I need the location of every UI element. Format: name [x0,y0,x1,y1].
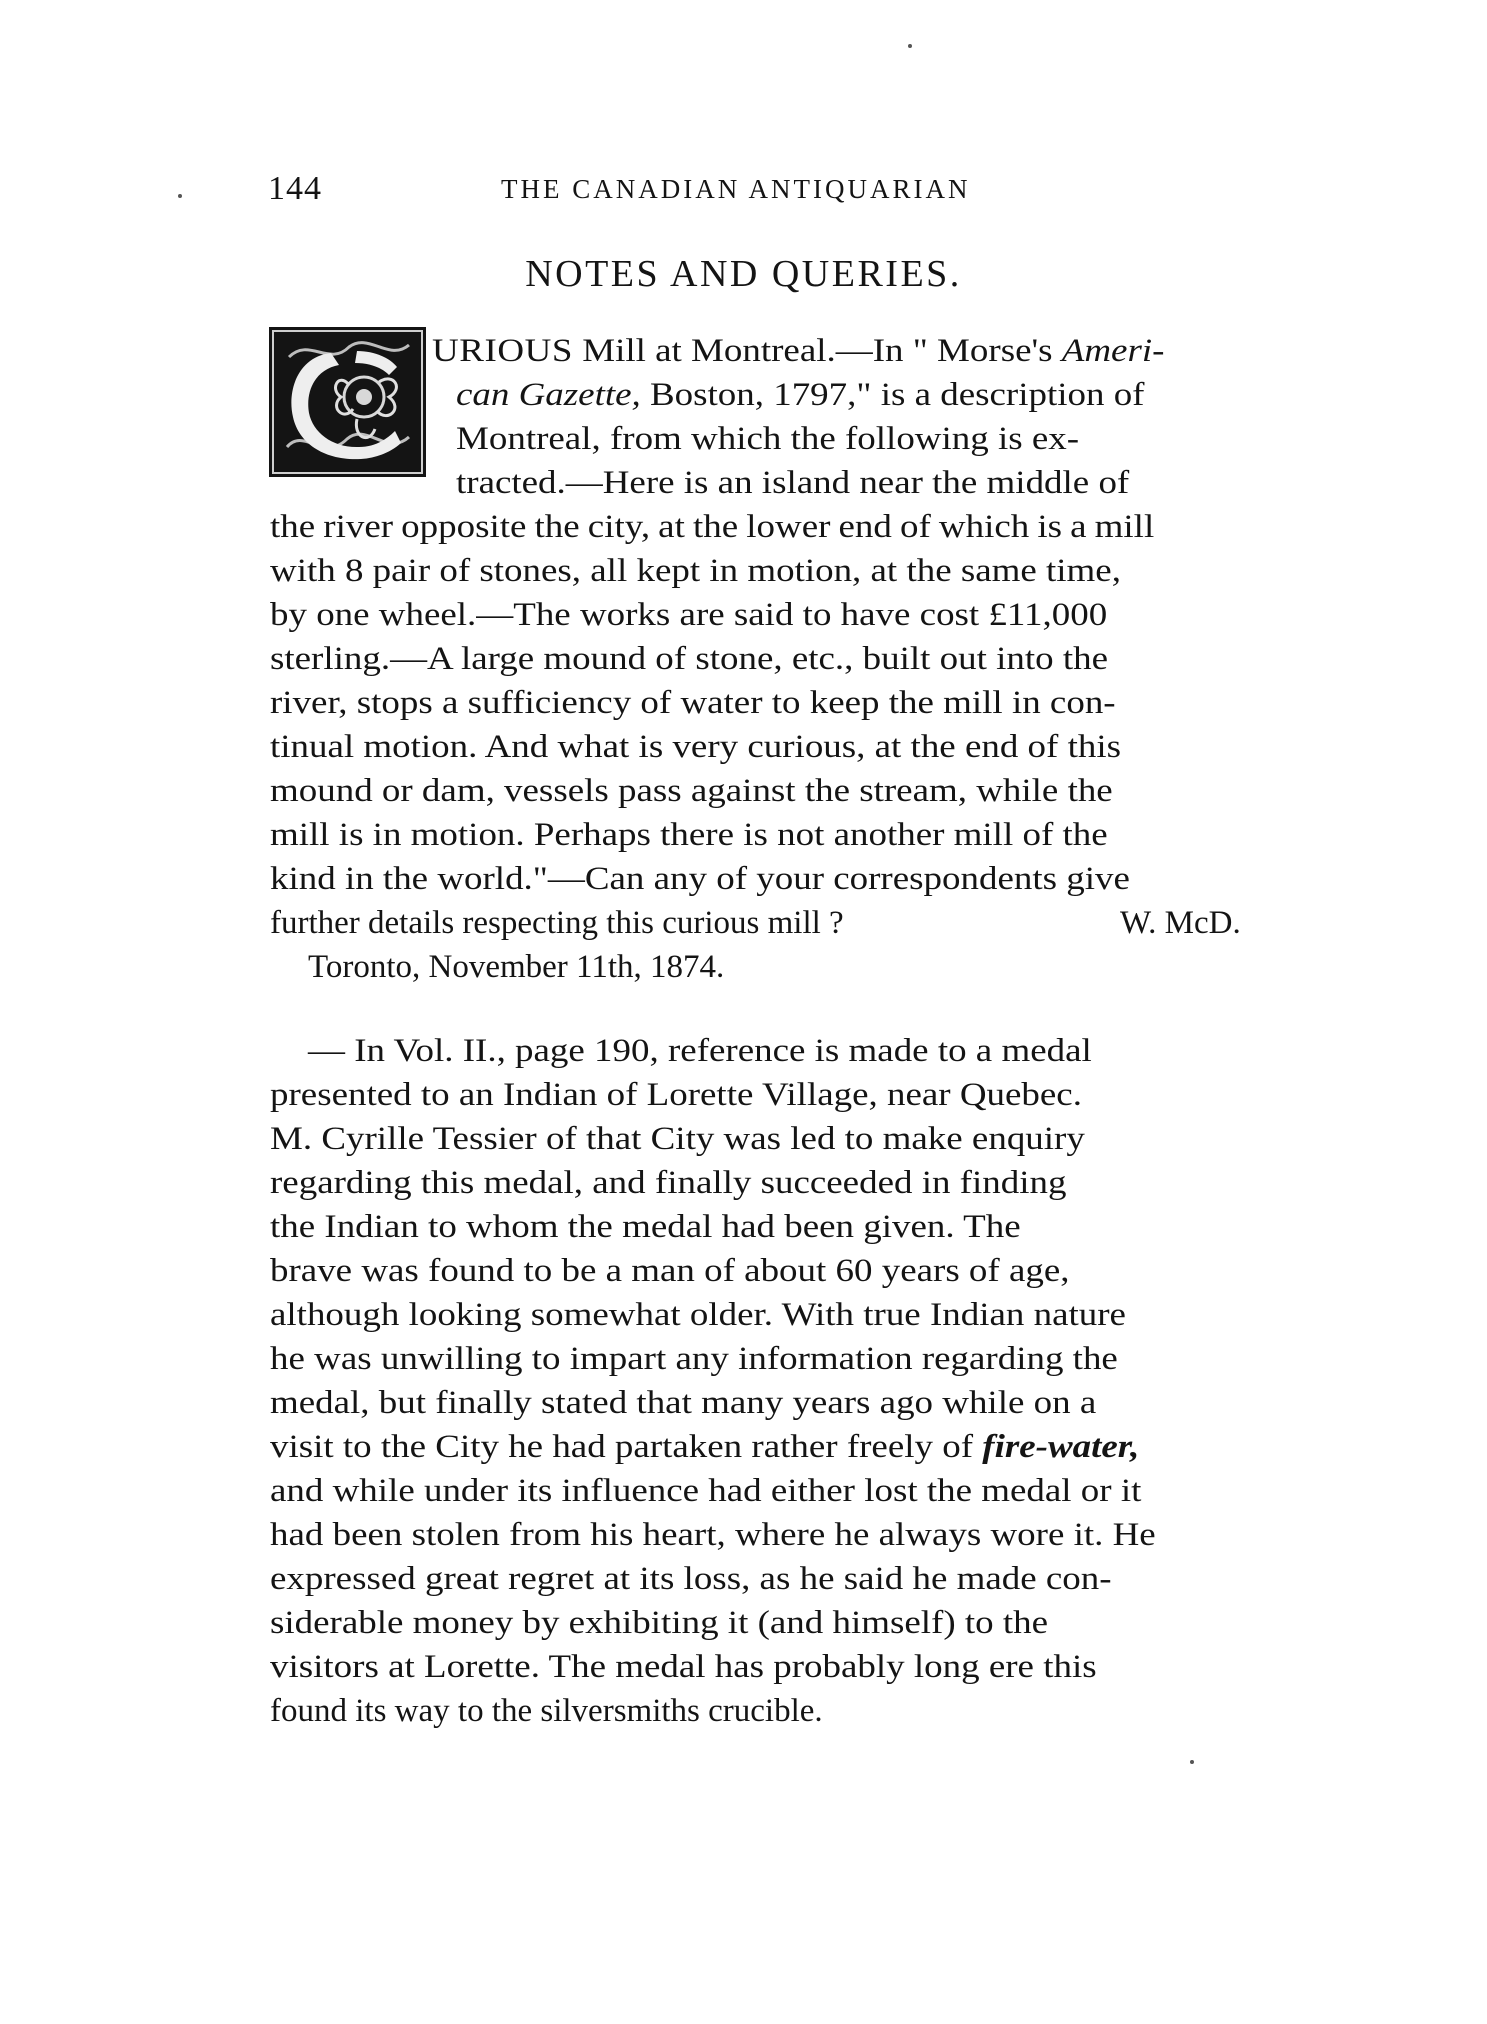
scan-speck [1190,1760,1194,1764]
scan-speck [908,44,912,48]
article2-line-5: the Indian to whom the medal had been given. The [270,1209,1021,1245]
ornamental-initial-c-icon [269,327,426,477]
text-segment: Boston, 1797," is a description of [640,377,1145,413]
article1-line-14: further details respecting this curious mill ? [270,905,844,941]
article2-line-13: expressed great regret at its loss, as he said he made con- [270,1561,1112,1597]
article2-line-8: he was unwilling to impart any information regarding the [270,1341,1118,1377]
article2-line-10 [270,1427,1139,1467]
scan-speck [178,194,182,198]
article1-line-8: sterling.—A large mound of stone, etc., built out into the [270,641,1109,677]
italic-title: can Gazette, [456,377,641,413]
article1-line-2 [456,375,1145,415]
article2-line-9: medal, but finally stated that many years ago while on a [270,1385,1097,1421]
article2-line-7: although looking somewhat older. With true Indian nature [270,1297,1126,1333]
article2-line-3: M. Cyrille Tessier of that City was led to make enquiry [270,1121,1085,1157]
article2-line-12: had been stolen from his heart, where he always wore it. He [270,1517,1156,1553]
article1-line-3: Montreal, from which the following is ex- [456,421,1080,457]
article1-line-9: river, stops a sufficiency of water to keep the mill in con- [270,685,1116,721]
page-number: 144 [268,170,322,207]
article1-line-5: the river opposite the city, at the lower end of which is a mill [270,509,1155,545]
article1-line-10: tinual motion. And what is very curious, at the end of this [270,729,1121,765]
italic-word: fire-water, [982,1429,1140,1465]
article2-line-2: presented to an Indian of Lorette Village, near Quebec. [270,1077,1082,1113]
page-header [268,168,1268,218]
dropcap-ornament [269,327,426,477]
article1-line-13: kind in the world."—Can any of your correspondents give [270,861,1130,897]
section-title: NOTES AND QUERIES. [525,253,962,295]
signature: W. McD. [1120,905,1241,941]
italic-title: Ameri- [1061,333,1165,369]
article1-line-11: mound or dam, vessels pass against the stream, while the [270,773,1113,809]
article1-line-4: tracted.—Here is an island near the middle of [456,465,1130,501]
article2-line-6: brave was found to be a man of about 60 years of age, [270,1253,1070,1289]
article2-line-4: regarding this medal, and finally succeeded in finding [270,1165,1067,1201]
article2-line-1: — In Vol. II., page 190, reference is made to a medal [308,1033,1092,1069]
dateline: Toronto, November 11th, 1874. [308,949,725,985]
article1-line-6: with 8 pair of stones, all kept in motion, at the same time, [270,553,1121,589]
article1-line-7: by one wheel.—The works are said to have cost £11,000 [270,597,1108,633]
article2-line-15: visitors at Lorette. The medal has probably long ere this [270,1649,1097,1685]
article2-line-14: siderable money by exhibiting it (and himself) to the [270,1605,1049,1641]
article2-line-16: found its way to the silversmiths crucible. [270,1693,823,1729]
article1-line-12: mill is in motion. Perhaps there is not another mill of the [270,817,1108,853]
running-head: THE CANADIAN ANTIQUARIAN [501,174,971,204]
text-segment: visit to the City he had partaken rather freely of [270,1429,983,1465]
article1-line-1 [432,331,1164,371]
dropcap-continuation: URIOUS [432,333,573,369]
text-segment: Mill at Montreal.—In " Morse's [572,333,1062,369]
article2-line-11: and while under its influence had either lost the medal or it [270,1473,1142,1509]
